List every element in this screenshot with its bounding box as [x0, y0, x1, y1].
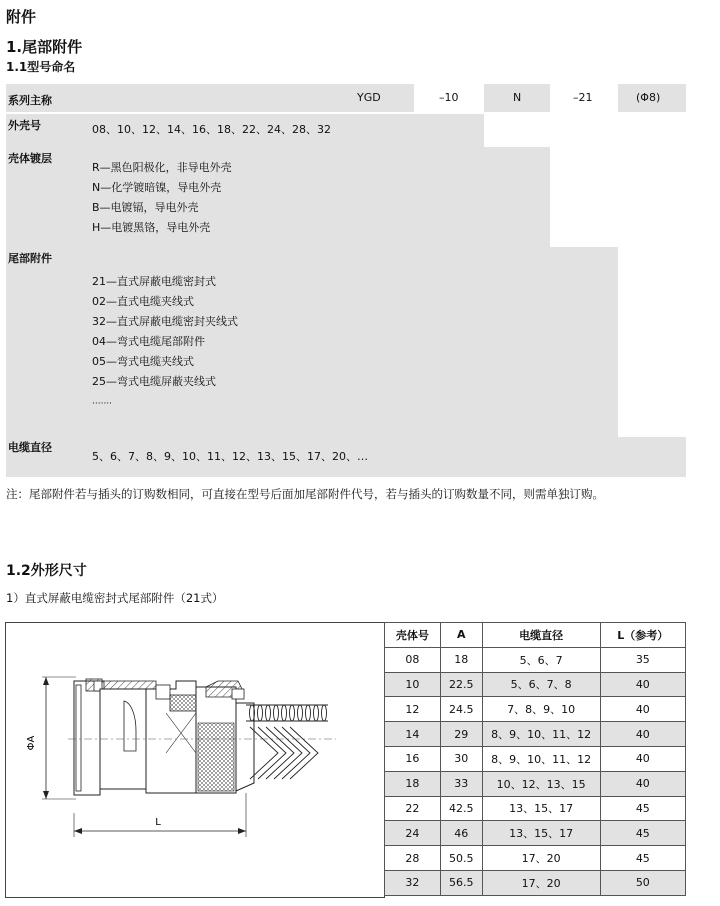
code-accessory: –21: [573, 91, 593, 104]
col-l-reference: L（参考）: [600, 623, 685, 648]
cell: 5、6、7、8: [482, 672, 600, 697]
plating-item-h: H—电镀黑铬，导电外壳: [92, 221, 211, 234]
cell: 40: [600, 672, 685, 697]
figure-caption: 1）直式屏蔽电缆密封式尾部附件（21式）: [6, 591, 224, 605]
table-row: [385, 870, 686, 895]
table-row: [385, 746, 686, 771]
cell: 40: [600, 697, 685, 722]
cell: 14: [385, 722, 441, 747]
cell: 35: [600, 647, 685, 672]
col-shell-number: 壳体号: [385, 623, 441, 648]
table-row: [385, 796, 686, 821]
code-shell: –10: [439, 91, 459, 104]
cell: 24: [385, 821, 441, 846]
accessory-item-32: 32—直式屏蔽电缆密封夹线式: [92, 315, 238, 328]
cell: 28: [385, 846, 441, 871]
cell: 5、6、7: [482, 647, 600, 672]
label-shell-size: 外壳号: [8, 119, 41, 132]
connector-drawing: [6, 623, 384, 897]
cell: 40: [600, 746, 685, 771]
cell: 08: [385, 647, 441, 672]
accessory-item-ellipsis: ·······: [92, 399, 113, 409]
cell: 8、9、10、11、12: [482, 722, 600, 747]
cell: 24.5: [440, 697, 482, 722]
table-row: [385, 672, 686, 697]
shell-size-list: 08、10、12、14、16、18、22、24、28、32: [92, 123, 331, 136]
col-a: A: [440, 623, 482, 648]
label-series: 系列主称: [8, 94, 52, 107]
section-heading-dimensions: 1.2外形尺寸: [6, 563, 87, 579]
subsection-heading-naming: 1.1型号命名: [6, 60, 76, 74]
dim-phi-a-label: ΦA: [26, 735, 37, 751]
code-ygd: YGD: [357, 91, 381, 104]
cell: 30: [440, 746, 482, 771]
col-cable-diameter: 电缆直径: [482, 623, 600, 648]
dimension-table: [384, 622, 686, 896]
accessory-item-21: 21—直式屏蔽电缆密封式: [92, 275, 216, 288]
cell: 17、20: [482, 846, 600, 871]
section-heading-tail-accessory: 1.尾部附件: [6, 38, 83, 56]
label-accessory: 尾部附件: [8, 252, 52, 265]
cell: 32: [385, 870, 441, 895]
table-header-row: [385, 623, 686, 648]
cell: 45: [600, 846, 685, 871]
plating-item-b: B—电镀镉，导电外壳: [92, 201, 199, 214]
cell: 13、15、17: [482, 796, 600, 821]
table-row: [385, 821, 686, 846]
cell: 13、15、17: [482, 821, 600, 846]
order-note: 注：尾部附件若与插头的订购数相同，可直接在型号后面加尾部附件代号，若与插头的订购数量不同，则需单独订购。: [6, 487, 604, 501]
cell: 45: [600, 821, 685, 846]
cell: 22.5: [440, 672, 482, 697]
header-band-series: [6, 84, 414, 112]
table-row: [385, 647, 686, 672]
page-title: 附件: [6, 8, 37, 26]
table-row: [385, 722, 686, 747]
plating-item-n: N—化学镀暗镍，导电外壳: [92, 181, 222, 194]
cell: 33: [440, 771, 482, 796]
cell: 8、9、10、11、12: [482, 746, 600, 771]
cell: 10: [385, 672, 441, 697]
label-plating: 壳体镀层: [8, 152, 52, 165]
cell: 50: [600, 870, 685, 895]
cell: 45: [600, 796, 685, 821]
table-row: [385, 697, 686, 722]
accessory-item-02: 02—直式电缆夹线式: [92, 295, 194, 308]
accessory-item-04: 04—弯式电缆尾部附件: [92, 335, 205, 348]
cell: 50.5: [440, 846, 482, 871]
cell: 46: [440, 821, 482, 846]
cable-diameter-list: 5、6、7、8、9、10、11、12、13、15、17、20、…: [92, 450, 368, 463]
cell: 16: [385, 746, 441, 771]
cell: 7、8、9、10: [482, 697, 600, 722]
accessory-item-25: 25—弯式电缆屏蔽夹线式: [92, 375, 216, 388]
accessory-item-05: 05—弯式电缆夹线式: [92, 355, 194, 368]
plating-item-r: R—黑色阳极化，非导电外壳: [92, 161, 232, 174]
cell: 18: [440, 647, 482, 672]
cell: 12: [385, 697, 441, 722]
table-row: [385, 771, 686, 796]
cell: 18: [385, 771, 441, 796]
cell: 29: [440, 722, 482, 747]
cell: 17、20: [482, 870, 600, 895]
dim-l-label: L: [155, 817, 161, 828]
band-plating: [6, 147, 550, 247]
code-plating: N: [513, 91, 522, 104]
cell: 40: [600, 771, 685, 796]
cell: 22: [385, 796, 441, 821]
cell: 10、12、13、15: [482, 771, 600, 796]
table-row: [385, 846, 686, 871]
label-cable-diameter: 电缆直径: [8, 441, 52, 454]
cell: 42.5: [440, 796, 482, 821]
cell: 56.5: [440, 870, 482, 895]
connector-drawing-frame: [5, 622, 385, 898]
cell: 40: [600, 722, 685, 747]
code-diameter: (Φ8): [636, 91, 661, 104]
